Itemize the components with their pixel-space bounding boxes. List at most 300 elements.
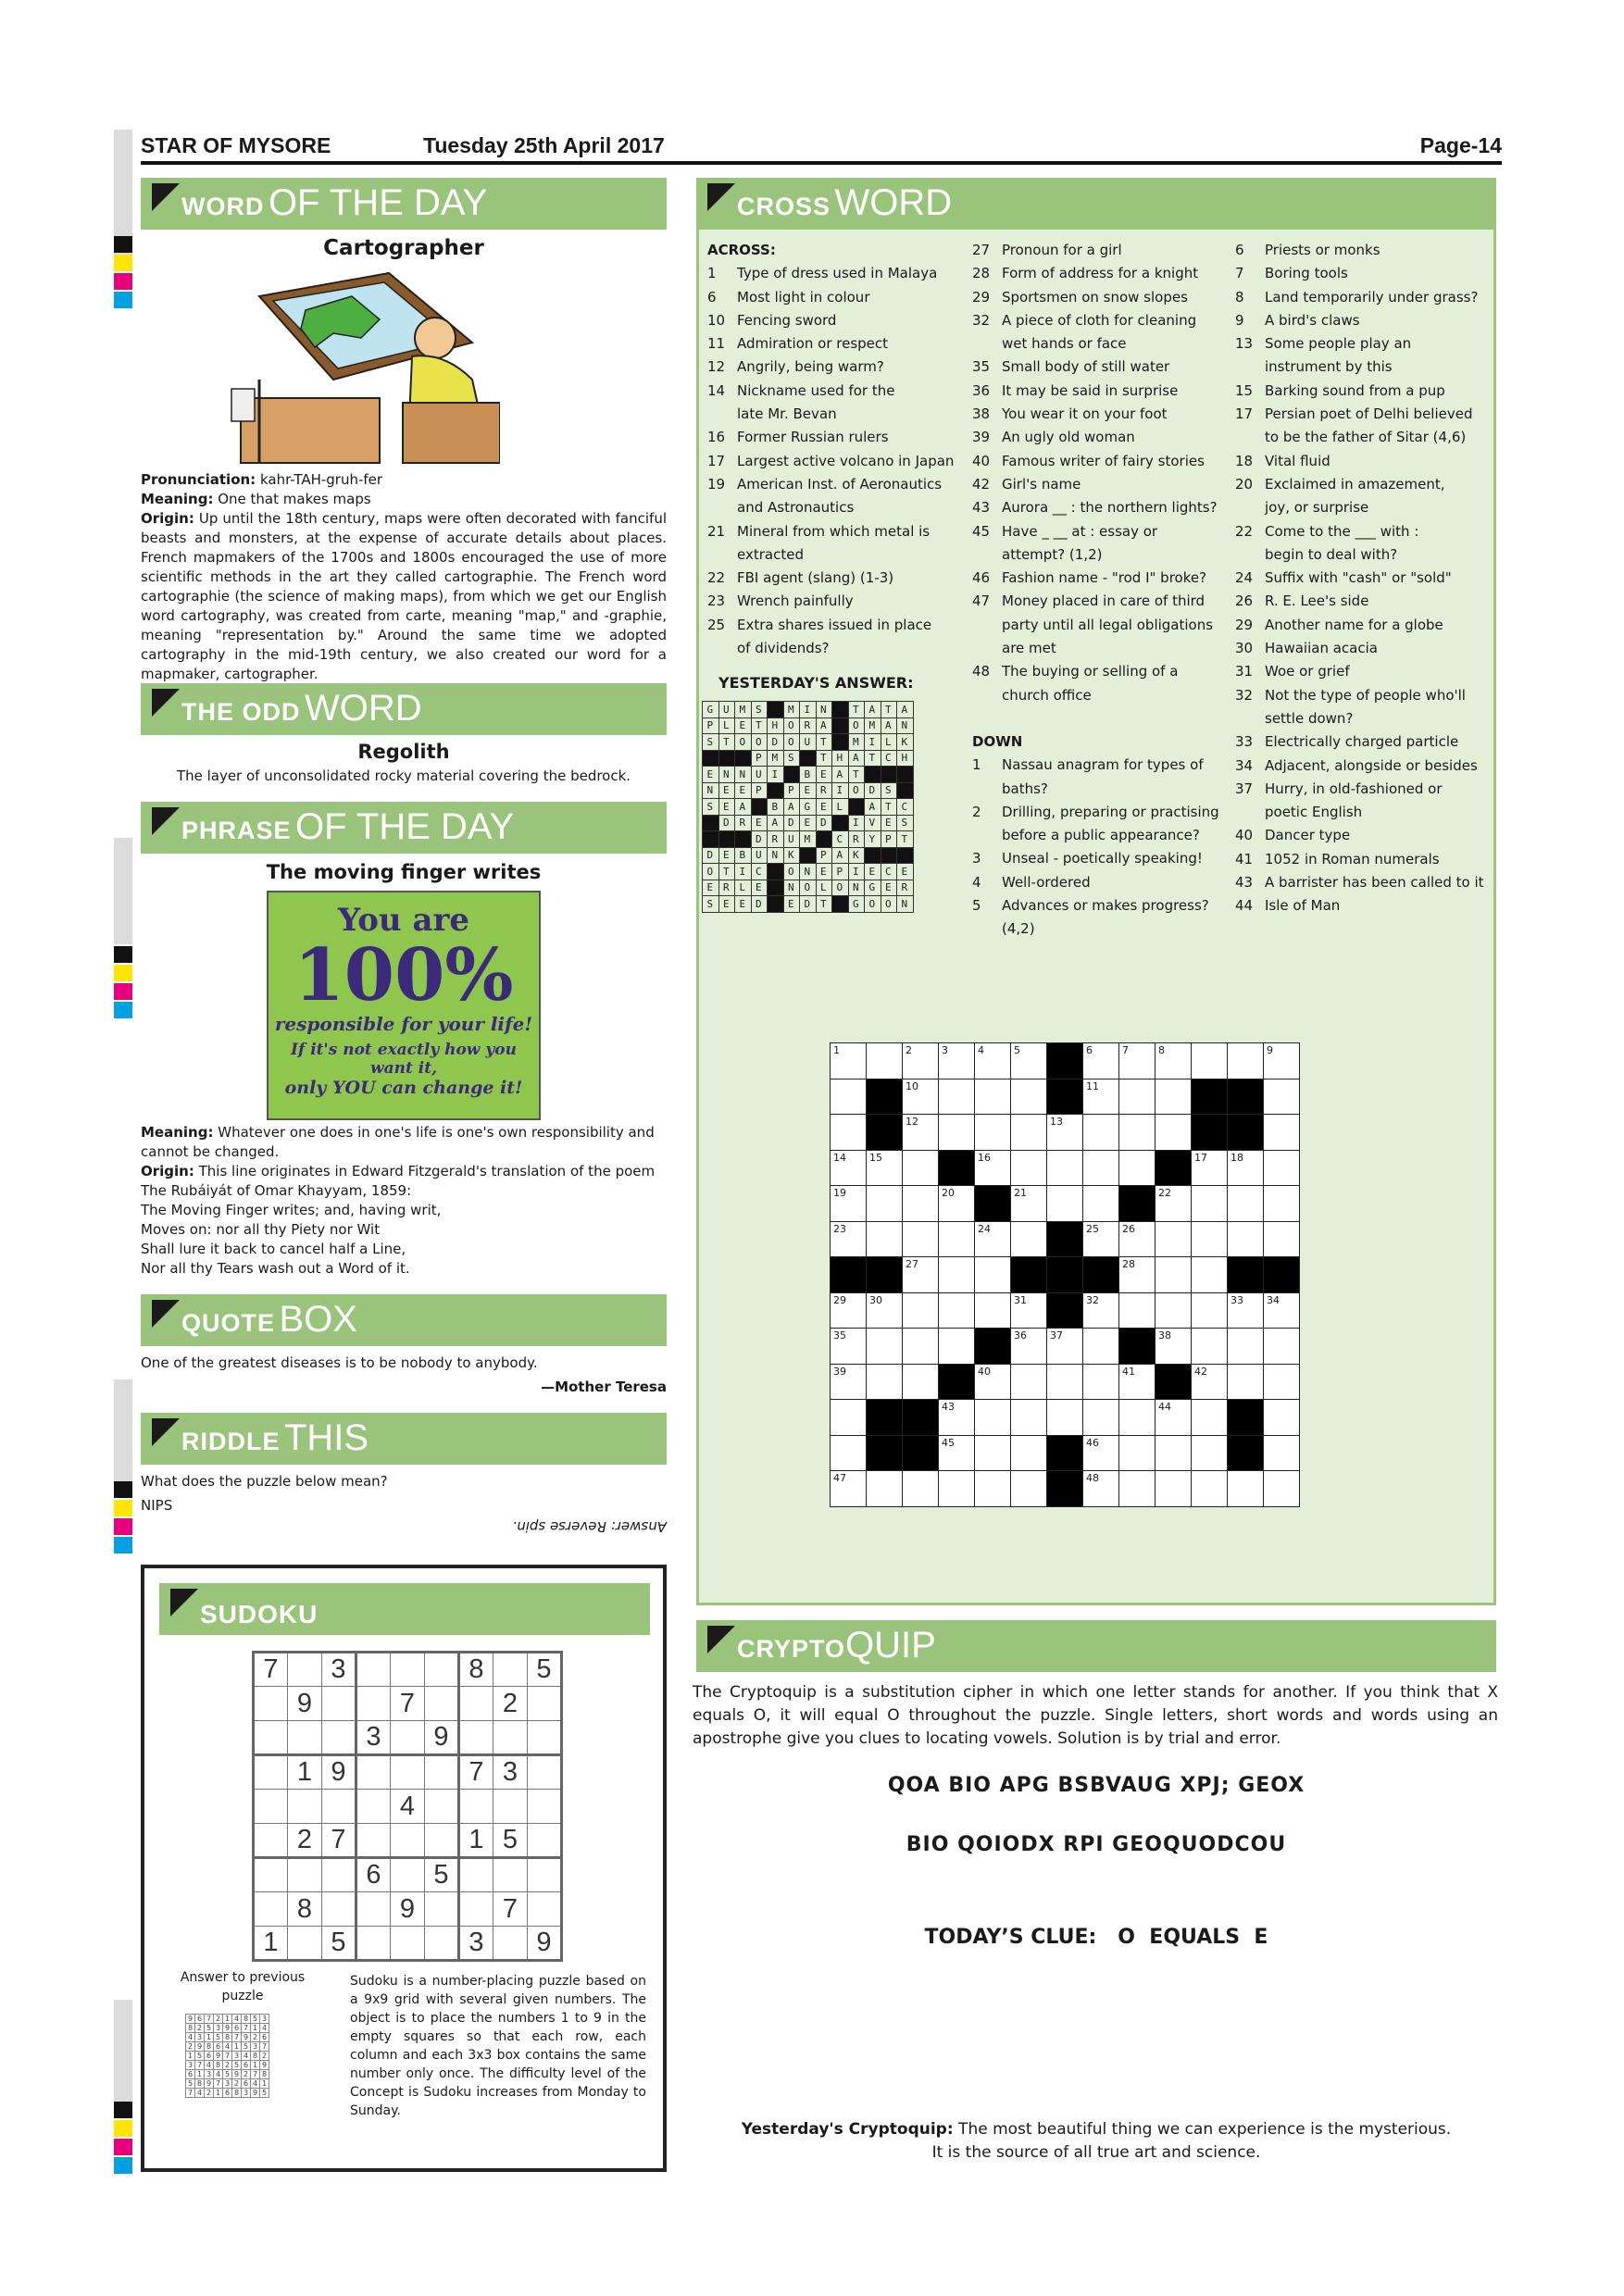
crossword-cell[interactable] xyxy=(1264,1150,1300,1186)
sudoku-cell[interactable] xyxy=(493,1721,528,1755)
crossword-cell[interactable] xyxy=(1083,1186,1119,1222)
sudoku-cell[interactable] xyxy=(322,1687,356,1721)
odd-word-definition: The layer of unconsolidated rocky material covering the bedrock. xyxy=(176,767,631,784)
sudoku-cell[interactable] xyxy=(288,1721,322,1755)
crossword-cell[interactable] xyxy=(831,1292,867,1329)
sudoku-cell[interactable] xyxy=(356,1892,391,1927)
sudoku-cell[interactable]: 5 xyxy=(528,1653,562,1687)
crossword-cell[interactable] xyxy=(1047,1364,1083,1400)
answer-cell: R xyxy=(816,782,832,799)
answer-cell: A xyxy=(816,718,832,734)
sudoku-cell[interactable] xyxy=(356,1824,391,1858)
crossword-cell[interactable] xyxy=(1011,1079,1047,1115)
crossword-cell[interactable] xyxy=(867,1329,903,1365)
sudoku-cell[interactable] xyxy=(254,1892,288,1927)
crossword-cell[interactable] xyxy=(1156,1257,1192,1293)
sudoku-answer-grid xyxy=(185,2014,269,2098)
crossword-cell[interactable] xyxy=(867,1043,903,1079)
crossword-cell[interactable] xyxy=(1264,1329,1300,1365)
crossword-cell[interactable] xyxy=(867,1221,903,1257)
sudoku-answer-cell: 5 xyxy=(223,2070,232,2079)
crossword-cell[interactable] xyxy=(975,1471,1011,1507)
clue-text: A barrister has been called to it xyxy=(1265,874,1484,892)
crossword-cell[interactable] xyxy=(939,1186,975,1222)
sudoku-cell[interactable] xyxy=(528,1892,562,1927)
clue-number xyxy=(972,824,1002,847)
sudoku-cell[interactable]: 8 xyxy=(459,1653,493,1687)
answer-cell xyxy=(865,767,881,783)
sudoku-cell[interactable] xyxy=(322,1858,356,1892)
crossword-cell[interactable] xyxy=(939,1292,975,1329)
sudoku-cell[interactable] xyxy=(391,1927,425,1961)
crossword-cell[interactable] xyxy=(1119,1115,1156,1151)
sudoku-cell[interactable]: 1 xyxy=(459,1824,493,1858)
sudoku-cell[interactable] xyxy=(459,1858,493,1892)
sudoku-cell[interactable] xyxy=(459,1790,493,1824)
sudoku-cell[interactable] xyxy=(356,1790,391,1824)
crossword-cell[interactable] xyxy=(903,1292,939,1329)
crossword-cell xyxy=(903,1435,939,1471)
clue-row xyxy=(972,871,1231,894)
crossword-cell[interactable] xyxy=(939,1400,975,1436)
crossword-cell[interactable] xyxy=(1083,1364,1119,1400)
crossword-cell[interactable] xyxy=(1119,1043,1156,1079)
crossword-cell[interactable] xyxy=(1011,1435,1047,1471)
crossword-cell[interactable] xyxy=(1156,1471,1192,1507)
sudoku-cell[interactable] xyxy=(425,1824,459,1858)
color-registration-marks xyxy=(114,1481,132,1555)
sudoku-cell[interactable] xyxy=(356,1755,391,1790)
crossword-cell[interactable] xyxy=(975,1364,1011,1400)
crossword-cell[interactable] xyxy=(1264,1115,1300,1151)
crossword-cell[interactable] xyxy=(1156,1329,1192,1365)
crossword-cell[interactable] xyxy=(867,1364,903,1400)
sudoku-cell[interactable]: 7 xyxy=(459,1755,493,1790)
clue-number: 12 xyxy=(707,358,726,376)
crossword-cell[interactable] xyxy=(1083,1292,1119,1329)
sudoku-cell[interactable]: 1 xyxy=(254,1927,288,1961)
sudoku-cell[interactable]: 3 xyxy=(322,1653,356,1687)
clue-text: Well-ordered xyxy=(1002,873,1091,891)
crossword-cell[interactable] xyxy=(1156,1079,1192,1115)
clue-number: 13 xyxy=(1235,335,1254,353)
answer-cell: I xyxy=(800,702,817,718)
crossword-cell[interactable] xyxy=(975,1257,1011,1293)
crossword-cell[interactable] xyxy=(1083,1115,1119,1151)
crossword-cell[interactable] xyxy=(1264,1471,1300,1507)
crossword-cell[interactable] xyxy=(1119,1079,1156,1115)
sudoku-cell[interactable]: 2 xyxy=(288,1824,322,1858)
sudoku-cell[interactable]: 9 xyxy=(528,1927,562,1961)
answer-cell xyxy=(881,847,897,864)
crossword-cell[interactable] xyxy=(1011,1221,1047,1257)
crossword-cell[interactable] xyxy=(1156,1435,1192,1471)
crossword-cell xyxy=(1083,1257,1119,1293)
answer-cell: D xyxy=(865,782,881,799)
crossword-cell[interactable] xyxy=(1264,1079,1300,1115)
crossword-cell[interactable] xyxy=(867,1292,903,1329)
sudoku-cell[interactable] xyxy=(425,1892,459,1927)
cell-number: 20 xyxy=(942,1187,955,1199)
crossword-cell[interactable] xyxy=(1119,1150,1156,1186)
crossword-cell[interactable] xyxy=(939,1115,975,1151)
sudoku-cell[interactable]: 8 xyxy=(288,1892,322,1927)
sudoku-cell[interactable] xyxy=(391,1858,425,1892)
crossword-cell[interactable] xyxy=(975,1400,1011,1436)
sudoku-cell[interactable] xyxy=(391,1721,425,1755)
clue-row xyxy=(707,614,967,637)
clue-row xyxy=(1235,590,1494,613)
crossword-cell[interactable] xyxy=(831,1221,867,1257)
sudoku-cell[interactable] xyxy=(391,1755,425,1790)
sudoku-cell[interactable] xyxy=(425,1755,459,1790)
sudoku-cell[interactable] xyxy=(254,1824,288,1858)
answer-cell xyxy=(768,782,784,799)
clue-number xyxy=(707,637,737,660)
crossword-cell[interactable] xyxy=(975,1221,1011,1257)
crossword-cell[interactable] xyxy=(903,1079,939,1115)
sudoku-cell[interactable] xyxy=(391,1653,425,1687)
crossword-cell[interactable] xyxy=(1264,1292,1300,1329)
crossword-cell[interactable] xyxy=(1119,1221,1156,1257)
sudoku-cell[interactable] xyxy=(528,1687,562,1721)
sudoku-cell[interactable]: 7 xyxy=(391,1687,425,1721)
crossword-cell[interactable] xyxy=(903,1221,939,1257)
sudoku-cell[interactable] xyxy=(528,1790,562,1824)
sudoku-cell[interactable] xyxy=(425,1653,459,1687)
crossword-cell[interactable] xyxy=(1228,1364,1264,1400)
crossword-cell[interactable] xyxy=(939,1471,975,1507)
clue-text: Famous writer of fairy stories xyxy=(1002,452,1205,469)
crossword-cell[interactable] xyxy=(1192,1292,1228,1329)
sudoku-cell[interactable] xyxy=(254,1755,288,1790)
crossword-cell[interactable] xyxy=(1119,1400,1156,1436)
cryptoquip-banner xyxy=(696,1620,1496,1672)
sudoku-cell[interactable] xyxy=(322,1892,356,1927)
crossword-cell[interactable] xyxy=(903,1364,939,1400)
crossword-cell[interactable] xyxy=(1228,1471,1264,1507)
sudoku-cell[interactable]: 2 xyxy=(493,1687,528,1721)
crossword-cell[interactable] xyxy=(1011,1150,1047,1186)
sudoku-answer-cell: 5 xyxy=(205,2024,214,2033)
crossword-cell[interactable] xyxy=(1228,1043,1264,1079)
crossword-cell[interactable] xyxy=(831,1079,867,1115)
crossword-cell[interactable] xyxy=(1083,1150,1119,1186)
crossword-cell[interactable] xyxy=(1156,1221,1192,1257)
crossword-cell[interactable] xyxy=(1192,1186,1228,1222)
sudoku-cell[interactable] xyxy=(528,1858,562,1892)
sudoku-description: Sudoku is a number-placing puzzle based on a 9x9 grid with several given numbers. The object is to place the numbers 1 to 9 in the empty squares so that each row, each column and each 3x3 box contains the same number only once. The difficulty level of the Concept is Sudoku increases from Monday to Sunday. xyxy=(350,1974,646,2118)
crossword-cell[interactable] xyxy=(867,1186,903,1222)
sudoku-cell[interactable] xyxy=(288,1653,322,1687)
sudoku-cell[interactable]: 9 xyxy=(288,1687,322,1721)
crossword-cell[interactable] xyxy=(975,1150,1011,1186)
crossword-cell[interactable] xyxy=(1047,1400,1083,1436)
crossword-cell[interactable] xyxy=(1156,1292,1192,1329)
answer-cell xyxy=(865,847,881,864)
sudoku-cell[interactable] xyxy=(459,1721,493,1755)
clue-number xyxy=(972,543,1002,567)
sudoku-cell[interactable] xyxy=(493,1858,528,1892)
crossword-cell[interactable] xyxy=(1011,1400,1047,1436)
crossword-cell xyxy=(1228,1435,1264,1471)
crossword-cell[interactable] xyxy=(1119,1292,1156,1329)
crossword-cell[interactable] xyxy=(1264,1221,1300,1257)
crossword-cell[interactable] xyxy=(1047,1115,1083,1151)
crossword-cell[interactable] xyxy=(939,1043,975,1079)
crossword-cell[interactable] xyxy=(1011,1364,1047,1400)
crossword-cell[interactable] xyxy=(975,1115,1011,1151)
sudoku-cell[interactable]: 7 xyxy=(322,1824,356,1858)
crossword-cell[interactable] xyxy=(1156,1115,1192,1151)
crossword-cell[interactable] xyxy=(1264,1364,1300,1400)
crossword-cell[interactable] xyxy=(939,1079,975,1115)
crossword-cell[interactable] xyxy=(831,1364,867,1400)
crossword-cell[interactable] xyxy=(903,1115,939,1151)
crossword-cell[interactable] xyxy=(1264,1400,1300,1436)
crossword-cell[interactable] xyxy=(939,1257,975,1293)
sudoku-cell[interactable] xyxy=(528,1755,562,1790)
crossword-cell[interactable] xyxy=(1192,1257,1228,1293)
clue-number: 1 xyxy=(972,756,981,774)
sudoku-answer-row xyxy=(186,2089,269,2098)
sudoku-cell[interactable] xyxy=(254,1721,288,1755)
sudoku-answer-cell: 2 xyxy=(214,2015,223,2024)
sudoku-cell[interactable]: 9 xyxy=(322,1755,356,1790)
sudoku-answer-cell: 2 xyxy=(186,2042,195,2052)
crossword-cell[interactable] xyxy=(1228,1221,1264,1257)
clue-row xyxy=(707,590,967,613)
crossword-cell[interactable] xyxy=(939,1329,975,1365)
crossword-cell[interactable] xyxy=(1119,1471,1156,1507)
crossword-cell[interactable] xyxy=(939,1435,975,1471)
sudoku-cell[interactable] xyxy=(254,1858,288,1892)
crossword-cell[interactable] xyxy=(1011,1043,1047,1079)
crossword-cell[interactable] xyxy=(975,1435,1011,1471)
crossword-cell[interactable] xyxy=(1047,1186,1083,1222)
sudoku-cell[interactable] xyxy=(288,1790,322,1824)
crossword-cell[interactable] xyxy=(1192,1043,1228,1079)
sudoku-cell[interactable]: 6 xyxy=(356,1858,391,1892)
crossword-cell xyxy=(1047,1043,1083,1079)
sudoku-cell[interactable]: 3 xyxy=(493,1755,528,1790)
sudoku-cell[interactable] xyxy=(254,1790,288,1824)
crossword-cell[interactable] xyxy=(1228,1292,1264,1329)
clue-row xyxy=(707,543,967,567)
crossword-cell[interactable] xyxy=(1083,1471,1119,1507)
clue-number: 33 xyxy=(1235,733,1254,751)
cell-number: 31 xyxy=(1014,1293,1027,1306)
cell-number: 8 xyxy=(1158,1044,1165,1056)
answer-cell xyxy=(768,864,784,880)
answer-cell: N xyxy=(735,767,752,783)
crossword-cell[interactable] xyxy=(1192,1471,1228,1507)
sudoku-cell[interactable] xyxy=(322,1721,356,1755)
crossword-cell[interactable] xyxy=(975,1043,1011,1079)
crossword-cell[interactable] xyxy=(1192,1435,1228,1471)
sudoku-cell[interactable] xyxy=(356,1927,391,1961)
sudoku-cell[interactable] xyxy=(425,1927,459,1961)
sudoku-cell[interactable] xyxy=(493,1790,528,1824)
crossword-cell[interactable] xyxy=(1264,1186,1300,1222)
sudoku-cell[interactable] xyxy=(459,1892,493,1927)
crossword-cell[interactable] xyxy=(903,1186,939,1222)
sudoku-cell[interactable]: 5 xyxy=(493,1824,528,1858)
crossword-cell[interactable] xyxy=(1156,1043,1192,1079)
sudoku-cell[interactable] xyxy=(493,1927,528,1961)
pronunciation-label: Pronunciation: xyxy=(141,471,256,488)
sudoku-answer-cell: 1 xyxy=(251,2061,260,2070)
crossword-cell[interactable] xyxy=(1119,1257,1156,1293)
page-number: Page-14 xyxy=(1419,133,1502,157)
answer-cell xyxy=(832,815,849,831)
crossword-cell[interactable] xyxy=(831,1471,867,1507)
answer-cell: O xyxy=(800,880,817,896)
crossword-cell[interactable] xyxy=(1011,1115,1047,1151)
sudoku-cell[interactable] xyxy=(356,1653,391,1687)
crossword-cell[interactable] xyxy=(831,1115,867,1151)
crossword-cell[interactable] xyxy=(1047,1329,1083,1365)
clue-text: Fencing sword xyxy=(737,311,837,329)
crossword-cell[interactable] xyxy=(1156,1186,1192,1222)
answer-cell xyxy=(768,896,784,913)
crossword-cell[interactable] xyxy=(903,1150,939,1186)
cell-number: 5 xyxy=(1014,1044,1020,1056)
clue-row xyxy=(1235,778,1494,801)
cell-number: 10 xyxy=(906,1079,918,1092)
origin-text: Up until the 18th century, maps were often decorated with fanciful beasts and monsters, at the expense of accurate details about places. French mapmakers of the 1700s and 1800s encouraged the use of more scientific methods in the art they called cartographie. The French word cartographie (the science of making maps), from which we get our English word cartography, was created from carte, meaning "map," and -graphie, meaning "representation by." Around the same time we adopted cartography in the mid-19th century, we also created our word for a mapmaker, cartographer. xyxy=(141,510,667,682)
sudoku-cell[interactable] xyxy=(459,1687,493,1721)
crossword-cell xyxy=(1264,1257,1300,1293)
crossword-cell[interactable] xyxy=(1083,1043,1119,1079)
sudoku-cell[interactable]: 7 xyxy=(493,1892,528,1927)
grid-row xyxy=(703,767,914,783)
clue-number: 37 xyxy=(1235,780,1254,797)
sudoku-cell[interactable] xyxy=(254,1687,288,1721)
crossword-cell[interactable] xyxy=(1011,1329,1047,1365)
clue-text: FBI agent (slang) (1-3) xyxy=(737,569,894,587)
crossword-cell[interactable] xyxy=(1083,1400,1119,1436)
crossword-cell[interactable] xyxy=(903,1257,939,1293)
crossword-cell[interactable] xyxy=(903,1043,939,1079)
crossword-cell[interactable] xyxy=(831,1435,867,1471)
sudoku-cell[interactable]: 3 xyxy=(356,1721,391,1755)
crossword-cell[interactable] xyxy=(831,1329,867,1365)
crossword-cell[interactable] xyxy=(1083,1079,1119,1115)
crossword-cell[interactable] xyxy=(1047,1150,1083,1186)
sudoku-cell[interactable]: 1 xyxy=(288,1755,322,1790)
answer-cell: P xyxy=(832,864,849,880)
crossword-cell[interactable] xyxy=(1228,1329,1264,1365)
clue-number: 24 xyxy=(1235,569,1254,587)
sudoku-cell[interactable] xyxy=(288,1927,322,1961)
cell-number: 25 xyxy=(1086,1222,1099,1235)
sudoku-cell[interactable]: 3 xyxy=(459,1927,493,1961)
crossword-cell[interactable] xyxy=(1119,1435,1156,1471)
crossword-cell[interactable] xyxy=(1192,1329,1228,1365)
crossword-cell[interactable] xyxy=(831,1400,867,1436)
clue-row xyxy=(972,473,1231,496)
clue-row xyxy=(1235,660,1494,683)
crossword-cell xyxy=(1228,1400,1264,1436)
crossword-cell[interactable] xyxy=(1011,1186,1047,1222)
cell-number: 47 xyxy=(833,1472,846,1484)
sudoku-cell[interactable]: 9 xyxy=(425,1721,459,1755)
crossword-cell[interactable] xyxy=(1119,1364,1156,1400)
crossword-cell[interactable] xyxy=(903,1329,939,1365)
sudoku-cell[interactable] xyxy=(528,1824,562,1858)
crossword-cell xyxy=(1192,1079,1228,1115)
sudoku-cell[interactable]: 7 xyxy=(254,1653,288,1687)
sudoku-cell[interactable] xyxy=(391,1824,425,1858)
clue-row xyxy=(1235,239,1494,262)
crossword-cell[interactable] xyxy=(831,1186,867,1222)
sudoku-cell[interactable]: 4 xyxy=(391,1790,425,1824)
sudoku-cell[interactable] xyxy=(322,1790,356,1824)
crossword-cell[interactable] xyxy=(831,1043,867,1079)
sudoku-cell[interactable] xyxy=(425,1790,459,1824)
crossword-cell[interactable] xyxy=(975,1292,1011,1329)
crossword-cell[interactable] xyxy=(831,1150,867,1186)
crossword-cell[interactable] xyxy=(1011,1471,1047,1507)
motivational-poster xyxy=(267,891,541,1120)
crossword-cell[interactable] xyxy=(1192,1150,1228,1186)
sudoku-answer-row xyxy=(186,2070,269,2079)
clue-number: 43 xyxy=(972,499,991,517)
clue-row xyxy=(707,473,967,496)
crossword-cell[interactable] xyxy=(867,1471,903,1507)
answer-cell: B xyxy=(800,767,817,783)
crossword-cell[interactable] xyxy=(1192,1221,1228,1257)
sudoku-cell[interactable]: 5 xyxy=(425,1858,459,1892)
sudoku-cell[interactable] xyxy=(356,1687,391,1721)
clue-row xyxy=(707,262,967,285)
sudoku-cell[interactable] xyxy=(528,1721,562,1755)
clue-text: instrument by this xyxy=(1265,358,1393,376)
banner-large-text: THIS xyxy=(283,1417,369,1458)
clue-text: Sportsmen on snow slopes xyxy=(1002,288,1188,306)
answer-cell xyxy=(832,896,849,913)
crossword-cell[interactable] xyxy=(1228,1150,1264,1186)
crossword-cell[interactable] xyxy=(1011,1292,1047,1329)
cell-number: 29 xyxy=(833,1293,846,1306)
sudoku-cell[interactable] xyxy=(493,1653,528,1687)
crossword-cell[interactable] xyxy=(1083,1329,1119,1365)
sudoku-cell[interactable] xyxy=(288,1858,322,1892)
crossword-cell[interactable] xyxy=(1264,1043,1300,1079)
crossword-cell[interactable] xyxy=(1083,1435,1119,1471)
crossword-cell[interactable] xyxy=(867,1150,903,1186)
crossword-cell[interactable] xyxy=(1228,1186,1264,1222)
crossword-cell[interactable] xyxy=(939,1221,975,1257)
crossword-cell[interactable] xyxy=(1156,1400,1192,1436)
crossword-cell[interactable] xyxy=(903,1471,939,1507)
clue-text: You wear it on your foot xyxy=(1002,406,1168,423)
sudoku-cell[interactable]: 5 xyxy=(322,1927,356,1961)
meaning-text: One that makes maps xyxy=(213,491,371,507)
crossword-cell[interactable] xyxy=(1264,1435,1300,1471)
clue-row xyxy=(972,614,1231,637)
crossword-cell[interactable] xyxy=(1192,1400,1228,1436)
sudoku-cell[interactable]: 9 xyxy=(391,1892,425,1927)
clue-text: Woe or grief xyxy=(1265,663,1350,680)
clue-number: 32 xyxy=(972,311,991,329)
clue-row xyxy=(972,917,1231,941)
crossword-cell[interactable] xyxy=(975,1079,1011,1115)
sudoku-cell[interactable] xyxy=(425,1687,459,1721)
crossword-cell[interactable] xyxy=(1192,1364,1228,1400)
crossword-cell[interactable] xyxy=(1083,1221,1119,1257)
